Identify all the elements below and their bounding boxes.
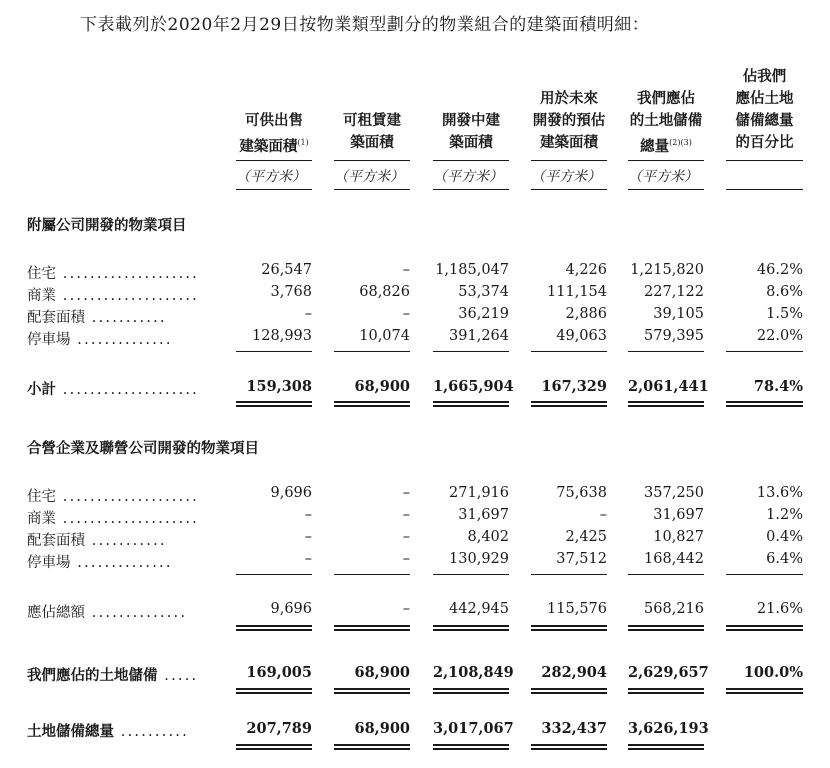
- cell-value: 4,226: [565, 262, 607, 278]
- row-label: [27, 328, 173, 349]
- row-label: [27, 601, 187, 622]
- row-label: [27, 529, 167, 550]
- cell-value: 227,122: [644, 284, 704, 300]
- cell-value: 6.4%: [766, 551, 803, 567]
- double-rule: [236, 744, 312, 746]
- cell-value: –: [402, 551, 410, 567]
- double-rule: [334, 401, 410, 403]
- double-rule: [334, 629, 410, 631]
- double-rule: [236, 401, 312, 403]
- dot-leader: ...........: [85, 310, 167, 326]
- cell-value: 21.6%: [756, 601, 803, 617]
- cell-value: –: [304, 529, 312, 545]
- dot-leader: ..............: [70, 555, 173, 571]
- footnote-marker: (1): [297, 138, 309, 147]
- row-label: [27, 485, 199, 506]
- row-label: [27, 551, 173, 572]
- cell-value: 3,768: [270, 284, 312, 300]
- cell-value: 2,108,849: [433, 664, 514, 681]
- single-rule: [334, 351, 410, 352]
- double-rule: [334, 692, 410, 694]
- double-rule: [726, 405, 803, 407]
- column-header-line: 開發的預估: [532, 112, 606, 129]
- cell-value: 2,061,441: [628, 378, 709, 395]
- cell-value: 2,886: [565, 306, 607, 322]
- unit-rule: [433, 189, 509, 190]
- cell-value: 8.6%: [766, 284, 803, 300]
- column-header-line: 應佔土地: [735, 90, 794, 107]
- double-rule: [334, 405, 410, 407]
- cell-value: 10,827: [653, 529, 704, 545]
- row-label-text: 商業: [27, 511, 56, 527]
- row-label-text: 應佔總額: [27, 605, 85, 621]
- double-rule: [531, 401, 607, 403]
- cell-value: 0.4%: [766, 529, 803, 545]
- cell-value: 31,697: [458, 507, 509, 523]
- single-rule: [726, 351, 803, 352]
- column-header-1: [236, 110, 312, 158]
- single-rule: [628, 351, 704, 352]
- column-header-line: 的土地儲備: [629, 112, 703, 129]
- cell-value: –: [402, 507, 410, 523]
- double-rule: [334, 748, 410, 750]
- double-rule: [334, 625, 410, 627]
- cell-value: 128,993: [252, 328, 312, 344]
- cell-value: 167,329: [541, 378, 607, 395]
- column-header-line: 我們應佔: [637, 90, 695, 107]
- header-rule: [531, 160, 607, 161]
- double-rule: [433, 744, 509, 746]
- single-rule: [433, 574, 509, 575]
- cell-value: 391,264: [449, 328, 509, 344]
- double-rule: [726, 692, 803, 694]
- header-rule: [726, 160, 803, 161]
- double-rule: [433, 629, 509, 631]
- double-rule: [433, 625, 509, 627]
- double-rule: [531, 692, 607, 694]
- double-rule: [334, 744, 410, 746]
- cell-value: 9,696: [270, 485, 312, 501]
- double-rule: [236, 629, 312, 631]
- cell-value: 1,185,047: [435, 262, 509, 278]
- cell-value: 37,512: [556, 551, 607, 567]
- row-label: [27, 262, 199, 283]
- double-rule: [628, 401, 704, 403]
- cell-value: 36,219: [458, 306, 509, 322]
- header-rule: [628, 160, 704, 161]
- cell-value: 130,929: [449, 551, 509, 567]
- single-rule: [236, 574, 312, 575]
- cell-value: 68,900: [354, 664, 410, 681]
- double-rule: [334, 688, 410, 690]
- column-header-2: [334, 110, 410, 154]
- column-header-line: 總量$^{(2)(3)}$: [640, 137, 692, 155]
- unit-label: （平方米）: [334, 169, 404, 185]
- dot-leader: .....: [157, 668, 199, 684]
- double-rule: [726, 625, 803, 627]
- column-header-5: [628, 88, 704, 158]
- footnote-marker: (2)(3): [669, 138, 692, 147]
- cell-value: 68,900: [354, 378, 410, 395]
- column-header-3: [433, 110, 509, 154]
- cell-value: 100.0%: [743, 664, 803, 681]
- unit-label: （平方米）: [236, 169, 306, 185]
- cell-value: –: [402, 529, 410, 545]
- column-header-line: 的百分比: [735, 134, 794, 151]
- cell-value: 13.6%: [756, 485, 803, 501]
- cell-value: –: [402, 601, 410, 617]
- unit-rule: [531, 189, 607, 190]
- single-rule: [726, 574, 803, 575]
- row-label: [27, 507, 199, 528]
- cell-value: 1.2%: [766, 507, 803, 523]
- single-rule: [628, 574, 704, 575]
- row-label-text: 小計: [27, 381, 56, 398]
- cell-value: 9,696: [270, 601, 312, 617]
- row-label: [27, 664, 198, 685]
- row-label: [27, 306, 167, 327]
- double-rule: [628, 692, 704, 694]
- row-label-text: 我們應佔的土地儲備: [27, 667, 158, 684]
- cell-value: –: [402, 485, 410, 501]
- cell-value: 68,900: [354, 720, 410, 737]
- cell-value: 115,576: [547, 601, 607, 617]
- row-label-text: 商業: [27, 288, 56, 304]
- row-label: [27, 284, 199, 305]
- dot-leader: ....................: [56, 288, 199, 304]
- header-rule: [236, 160, 312, 161]
- single-rule: [236, 351, 312, 352]
- cell-value: 357,250: [644, 485, 704, 501]
- cell-value: –: [402, 262, 410, 278]
- cell-value: 39,105: [653, 306, 704, 322]
- cell-value: 75,638: [556, 485, 607, 501]
- double-rule: [726, 688, 803, 690]
- dot-leader: ..............: [85, 605, 188, 621]
- section-title: 附屬公司開發的物業項目: [27, 217, 187, 234]
- cell-value: 169,005: [246, 664, 312, 681]
- row-label-text: 配套面積: [27, 310, 85, 326]
- column-header-line: 佔我們: [742, 68, 787, 85]
- row-label: [27, 378, 199, 399]
- cell-value: 111,154: [547, 284, 607, 300]
- double-rule: [433, 401, 509, 403]
- cell-value: 1,215,820: [630, 262, 704, 278]
- cell-value: 46.2%: [756, 262, 803, 278]
- column-header-line: 築面積: [449, 134, 493, 151]
- section-title: 合營企業及聯營公司開發的物業項目: [27, 440, 259, 457]
- cell-value: –: [402, 306, 410, 322]
- dot-leader: ..........: [114, 724, 189, 740]
- dot-leader: ....................: [56, 511, 199, 527]
- unit-rule: [236, 189, 312, 190]
- cell-value: 282,904: [541, 664, 607, 681]
- dot-leader: ...........: [85, 533, 167, 549]
- unit-label: （平方米）: [628, 169, 698, 185]
- intro-text: 下表載列於2020年2月29日按物業類型劃分的物業組合的建築面積明細：: [80, 15, 650, 35]
- single-rule: [433, 351, 509, 352]
- column-header-line: 儲備總量: [735, 112, 794, 129]
- column-header-line: 可供出售: [245, 112, 303, 129]
- column-header-line: 可租賃建: [343, 112, 401, 129]
- double-rule: [531, 748, 607, 750]
- cell-value: 168,442: [644, 551, 704, 567]
- double-rule: [531, 629, 607, 631]
- double-rule: [628, 748, 704, 750]
- dot-leader: ..............: [70, 332, 173, 348]
- single-rule: [334, 574, 410, 575]
- column-header-line: 築面積: [350, 134, 394, 151]
- row-label-text: 配套面積: [27, 533, 85, 549]
- cell-value: 1,665,904: [433, 378, 514, 395]
- double-rule: [726, 629, 803, 631]
- cell-value: 31,697: [653, 507, 704, 523]
- cell-value: –: [304, 507, 312, 523]
- column-header-line: 開發中建: [442, 112, 500, 129]
- row-label-text: 住宅: [27, 489, 56, 505]
- double-rule: [433, 692, 509, 694]
- cell-value: 442,945: [449, 601, 509, 617]
- column-header-6: [726, 66, 803, 154]
- cell-value: 2,425: [565, 529, 607, 545]
- cell-value: 26,547: [261, 262, 312, 278]
- cell-value: –: [304, 306, 312, 322]
- column-header-4: [531, 88, 607, 154]
- cell-value: 1.5%: [766, 306, 803, 322]
- double-rule: [236, 692, 312, 694]
- double-rule: [628, 688, 704, 690]
- unit-rule: [334, 189, 410, 190]
- double-rule: [236, 405, 312, 407]
- cell-value: –: [599, 507, 607, 523]
- cell-value: 2,629,657: [628, 664, 709, 681]
- cell-value: 332,437: [541, 720, 607, 737]
- cell-value: 159,308: [246, 378, 312, 395]
- double-rule: [726, 401, 803, 403]
- column-header-line: 建築面積$^{(1)}$: [239, 137, 309, 155]
- cell-value: 78.4%: [753, 378, 803, 395]
- row-label: [27, 720, 189, 741]
- double-rule: [531, 744, 607, 746]
- double-rule: [628, 744, 704, 746]
- cell-value: 68,826: [359, 284, 410, 300]
- single-rule: [531, 574, 607, 575]
- row-label-text: 土地儲備總量: [27, 723, 114, 740]
- dot-leader: ....................: [56, 382, 199, 398]
- unit-rule: [628, 189, 704, 190]
- cell-value: 568,216: [644, 601, 704, 617]
- header-rule: [334, 160, 410, 161]
- cell-value: 3,626,193: [628, 720, 709, 737]
- header-rule: [433, 160, 509, 161]
- double-rule: [236, 688, 312, 690]
- cell-value: 8,402: [467, 529, 509, 545]
- cell-value: 49,063: [556, 328, 607, 344]
- single-rule: [531, 351, 607, 352]
- row-label-text: 停車場: [27, 555, 71, 571]
- cell-value: 53,374: [458, 284, 509, 300]
- dot-leader: ....................: [56, 266, 199, 282]
- column-header-line: 建築面積: [540, 134, 598, 151]
- column-header-line: 用於未來: [540, 90, 598, 107]
- cell-value: –: [304, 551, 312, 567]
- cell-value: 22.0%: [756, 328, 803, 344]
- cell-value: 10,074: [359, 328, 410, 344]
- double-rule: [628, 629, 704, 631]
- double-rule: [236, 748, 312, 750]
- double-rule: [531, 405, 607, 407]
- double-rule: [531, 688, 607, 690]
- row-label-text: 住宅: [27, 266, 56, 282]
- double-rule: [628, 405, 704, 407]
- unit-rule: [726, 189, 803, 190]
- row-label-text: 停車場: [27, 332, 71, 348]
- double-rule: [628, 625, 704, 627]
- cell-value: 579,395: [644, 328, 704, 344]
- unit-label: （平方米）: [433, 169, 503, 185]
- unit-label: （平方米）: [531, 169, 601, 185]
- cell-value: 207,789: [246, 720, 312, 737]
- double-rule: [433, 748, 509, 750]
- double-rule: [531, 625, 607, 627]
- dot-leader: ....................: [56, 489, 199, 505]
- cell-value: 3,017,067: [433, 720, 514, 737]
- cell-value: 271,916: [449, 485, 509, 501]
- double-rule: [236, 625, 312, 627]
- double-rule: [433, 688, 509, 690]
- double-rule: [433, 405, 509, 407]
